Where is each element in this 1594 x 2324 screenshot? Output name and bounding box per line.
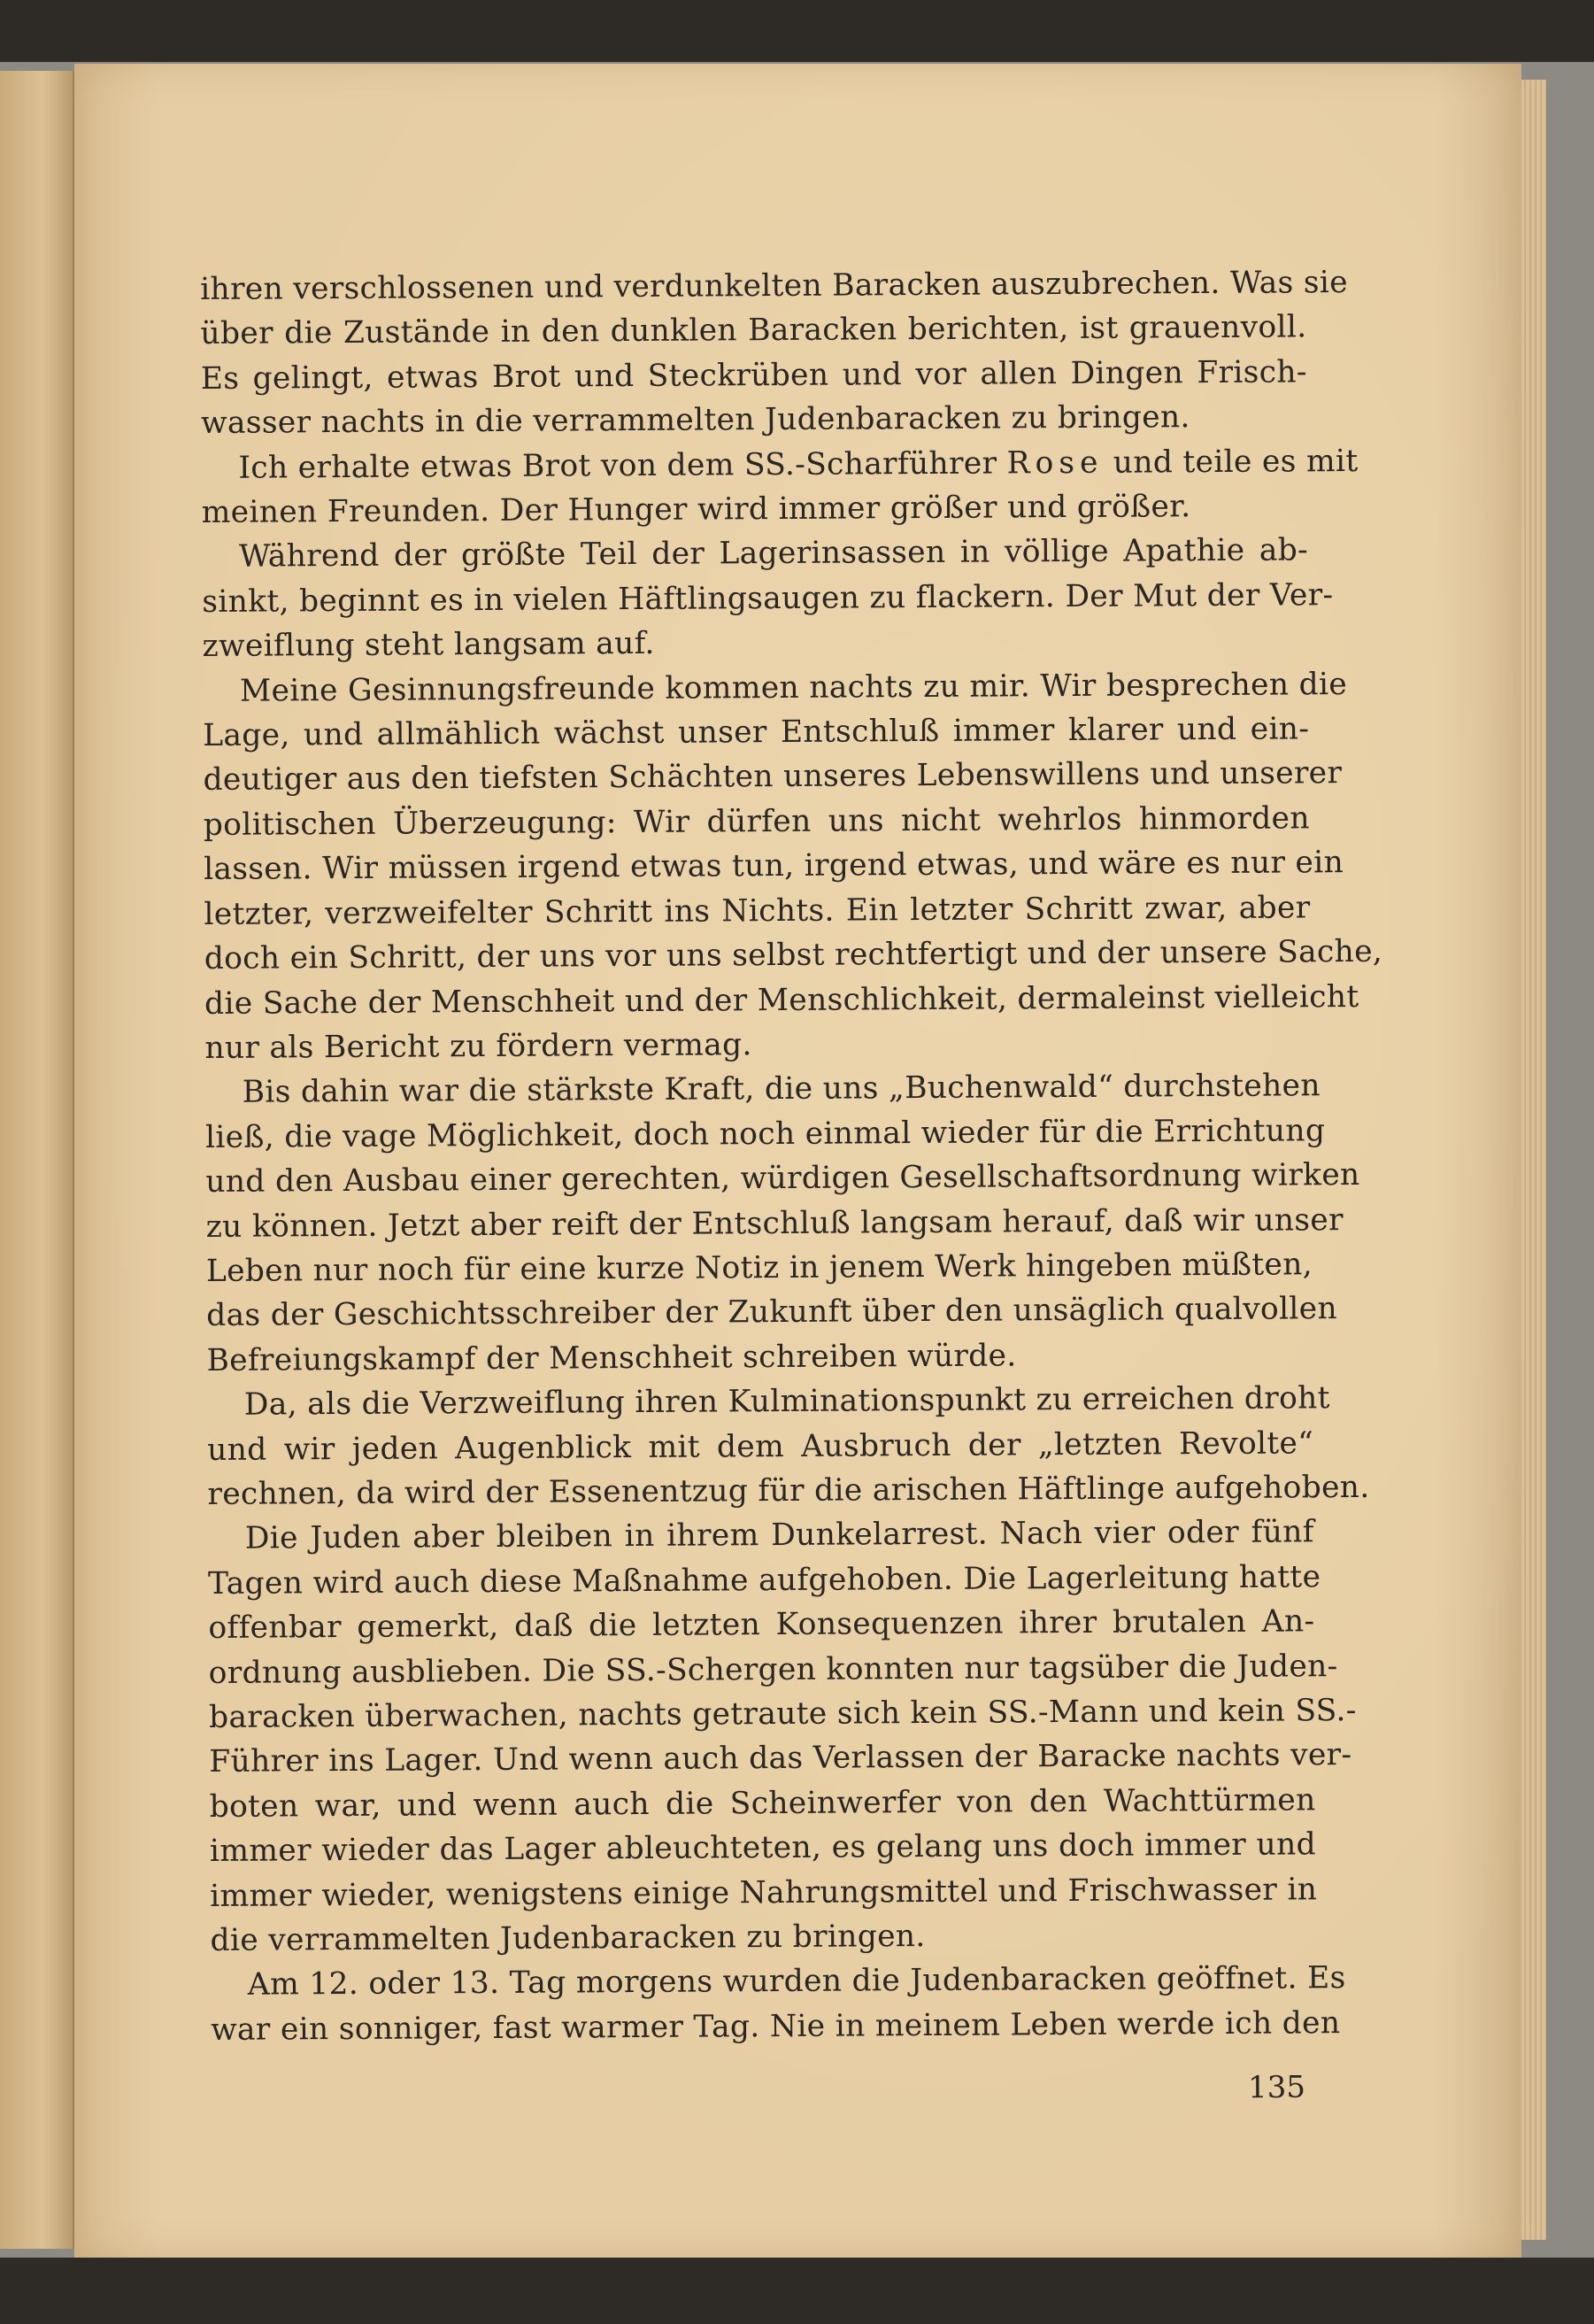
text-line: Lage, und allmählich wächst unser Entschluß immer klarer und ein- bbox=[203, 711, 1310, 754]
text-line: ließ, die vage Möglichkeit, doch noch einmal wieder für die Errichtung bbox=[204, 1112, 1326, 1155]
text-line: immer wieder das Lager ableuchteten, es gelang uns doch immer und bbox=[209, 1826, 1317, 1870]
text-line: Da, als die Verzweiflung ihren Kulminationspunkt zu erreichen droht bbox=[243, 1380, 1330, 1423]
text-line: Leben nur noch für eine kurze Notiz in jenem Werk hingeben müßten, bbox=[205, 1247, 1313, 1289]
text-line: baracken überwachen, nachts getraute sich kein SS.-Mann und kein SS.- bbox=[208, 1693, 1357, 1735]
text-line: und wir jeden Augenblick mit dem Ausbruch der „letzten Revolte“ bbox=[207, 1425, 1314, 1468]
text-line: ordnung ausblieben. Die SS.-Schergen konnten nur tagsüber die Juden- bbox=[208, 1648, 1338, 1691]
page-stack-edges bbox=[1521, 80, 1546, 2240]
text-line: rechnen, da wird der Essenentzug für die arischen Häftlinge aufgehoben. bbox=[207, 1469, 1370, 1512]
text-line: Die Juden aber bleiben in ihrem Dunkelarrest. Nach vier oder fünf bbox=[244, 1514, 1314, 1557]
text-line: immer wieder, wenigstens einige Nahrungsmittel und Frischwasser in bbox=[210, 1871, 1318, 1914]
text-line: ihren verschlossenen und verdunkelten Baracken auszubrechen. Was sie bbox=[200, 265, 1349, 307]
text-line: lassen. Wir müssen irgend etwas tun, irgend etwas, und wäre es nur ein bbox=[204, 845, 1344, 888]
text-line: zu können. Jetzt aber reift der Entschluß langsam herauf, daß wir unser bbox=[205, 1201, 1344, 1245]
text-line: über die Zustände in den dunklen Baracken berichten, ist grauenvoll. bbox=[200, 309, 1307, 352]
text-line: Am 12. oder 13. Tag morgens wurden die Judenbaracken geöffnet. Es bbox=[247, 1960, 1346, 2004]
text-line: und den Ausbau einer gerechten, würdigen Gesellschaftsordnung wirken bbox=[205, 1157, 1360, 1201]
text-line: die Sache der Menschheit und der Menschlichkeit, dermaleinst vielleicht bbox=[204, 978, 1359, 1022]
text-line: deutiger aus den tiefsten Schächten unseres Lebenswillens und unserer bbox=[203, 755, 1343, 799]
name-rose: Rose bbox=[1006, 444, 1104, 482]
text-line: doch ein Schritt, der uns vor uns selbst rechtfertigt und der unsere Sache, bbox=[204, 933, 1383, 977]
page-number: 135 bbox=[1247, 2069, 1306, 2106]
text-line: das der Geschichtsschreiber der Zukunft über den unsäglich qualvollen bbox=[206, 1291, 1338, 1334]
previous-page-edge bbox=[0, 71, 74, 2249]
text-line: Während der größte Teil der Lagerinsassen in völlige Apathie ab- bbox=[238, 532, 1309, 575]
text-line: offenbar gemerkt, daß die letzten Konsequenzen ihrer brutalen An- bbox=[208, 1603, 1315, 1647]
text-line: wasser nachts in die verrammelten Judenbaracken zu bringen. bbox=[200, 399, 1190, 442]
text-line: politischen Überzeugung: Wir dürfen uns nicht wehrlos hinmorden bbox=[203, 800, 1310, 843]
text-line: zweiflung steht langsam auf. bbox=[202, 626, 655, 665]
text-line: Bis dahin war die stärkste Kraft, die uns „Buchenwald“ durchstehen bbox=[242, 1068, 1321, 1111]
text-line: Es gelingt, etwas Brot und Steckrüben und vor allen Dingen Frisch- bbox=[200, 354, 1307, 397]
text-segment: und teile es mit bbox=[1103, 443, 1359, 481]
text-line: boten war, und wenn auch die Scheinwerfer von den Wachttürmen bbox=[209, 1782, 1316, 1825]
text-line: Tagen wird auch diese Maßnahme aufgehoben. Die Lagerleitung hatte bbox=[207, 1559, 1321, 1602]
text-line: Befreiungskampf der Menschheit schreiben würde. bbox=[206, 1338, 1017, 1378]
text-line: Führer ins Lager. Und wenn auch das Verlassen der Baracke nachts ver- bbox=[209, 1737, 1352, 1780]
text-line: letzter, verzweifelter Schritt ins Nichts. Ein letzter Schritt zwar, aber bbox=[204, 890, 1311, 932]
text-line: nur als Bericht zu fördern vermag. bbox=[204, 1027, 752, 1066]
text-line bbox=[201, 439, 1359, 490]
text-line: war ein sonniger, fast warmer Tag. Nie in meinem Leben werde ich den bbox=[211, 2005, 1341, 2048]
text-line: sinkt, beginnt es in vielen Häftlingsaugen zu flackern. Der Mut der Ver- bbox=[202, 577, 1334, 620]
text-line: die verrammelten Judenbaracken zu bringen. bbox=[210, 1919, 926, 1958]
page-body-text bbox=[200, 260, 1383, 2052]
text-segment: Ich erhalte etwas Brot von dem SS.-Scharführer bbox=[238, 445, 1007, 486]
text-line: Meine Gesinnungsfreunde kommen nachts zu mir. Wir besprechen die bbox=[239, 666, 1348, 709]
text-line: meinen Freunden. Der Hunger wird immer größer und größer. bbox=[201, 489, 1191, 531]
